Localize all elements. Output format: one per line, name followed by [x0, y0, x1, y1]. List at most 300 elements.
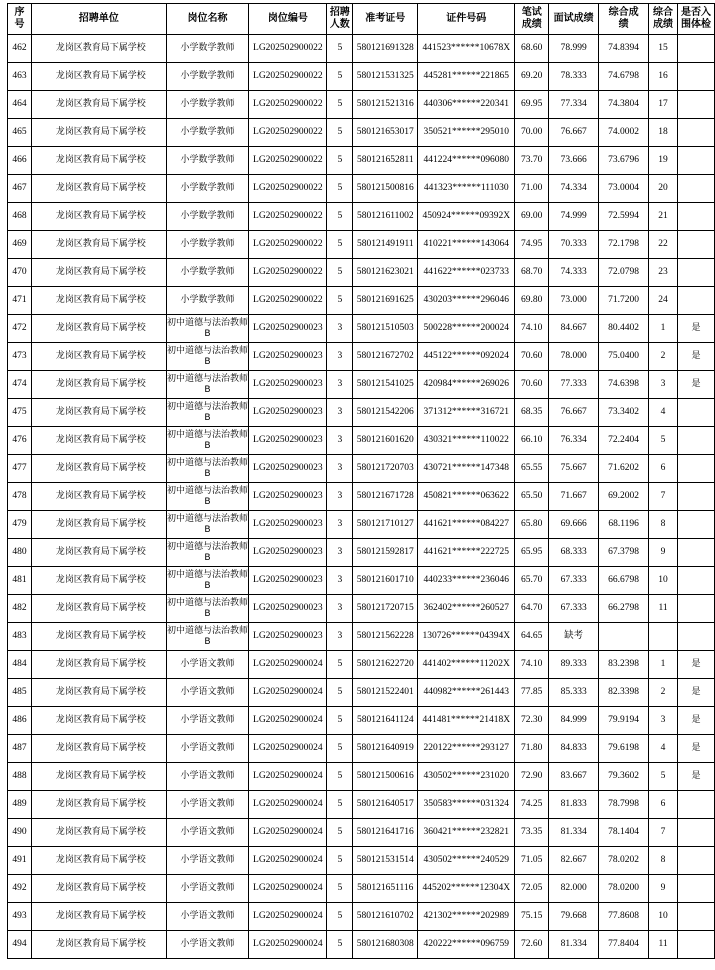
cell-total-score: 71.7200	[599, 287, 649, 315]
cell-physical-exam: 是	[677, 679, 714, 707]
cell-exam-number: 580121542206	[353, 399, 418, 427]
cell-hire-count: 3	[327, 567, 353, 595]
cell-id-number: 441622******023733	[418, 259, 515, 287]
table-row	[8, 119, 715, 147]
cell-written-score: 72.60	[515, 931, 549, 959]
cell-unit: 龙岗区教育局下属学校	[31, 315, 166, 343]
cell-position: 小学语文教师	[166, 819, 249, 847]
cell-position-code: LG202502900023	[249, 623, 327, 651]
cell-rank: 3	[649, 707, 678, 735]
header-col-physical-exam: 是否入 围体检	[677, 4, 714, 35]
cell-seq: 483	[8, 623, 32, 651]
cell-hire-count: 3	[327, 539, 353, 567]
cell-interview-score: 78.999	[549, 35, 599, 63]
cell-physical-exam: 是	[677, 343, 714, 371]
cell-rank: 7	[649, 819, 678, 847]
cell-id-number: 410221******143064	[418, 231, 515, 259]
cell-id-number: 350583******031324	[418, 791, 515, 819]
cell-rank: 16	[649, 63, 678, 91]
cell-interview-score: 81.334	[549, 931, 599, 959]
cell-position: 小学语文教师	[166, 791, 249, 819]
cell-position: 小学数学教师	[166, 119, 249, 147]
cell-id-number: 441323******111030	[418, 175, 515, 203]
cell-seq: 469	[8, 231, 32, 259]
cell-id-number: 440233******236046	[418, 567, 515, 595]
cell-physical-exam	[677, 819, 714, 847]
cell-position: 小学语文教师	[166, 735, 249, 763]
cell-seq: 479	[8, 511, 32, 539]
cell-interview-score: 83.667	[549, 763, 599, 791]
cell-id-number: 450821******063622	[418, 483, 515, 511]
cell-unit: 龙岗区教育局下属学校	[31, 343, 166, 371]
cell-position-code: LG202502900022	[249, 259, 327, 287]
cell-exam-number: 580121592817	[353, 539, 418, 567]
cell-id-number: 430502******231020	[418, 763, 515, 791]
cell-position-code: LG202502900022	[249, 63, 327, 91]
cell-written-score: 75.15	[515, 903, 549, 931]
cell-interview-score: 73.000	[549, 287, 599, 315]
cell-exam-number: 580121653017	[353, 119, 418, 147]
table-row	[8, 903, 715, 931]
cell-rank: 1	[649, 315, 678, 343]
cell-interview-score: 74.334	[549, 175, 599, 203]
cell-unit: 龙岗区教育局下属学校	[31, 819, 166, 847]
cell-hire-count: 5	[327, 791, 353, 819]
cell-physical-exam	[677, 399, 714, 427]
cell-position: 初中道德与法治教师B	[166, 511, 249, 539]
cell-hire-count: 3	[327, 511, 353, 539]
cell-interview-score: 79.668	[549, 903, 599, 931]
table-body	[8, 35, 715, 959]
cell-interview-score: 73.666	[549, 147, 599, 175]
cell-rank: 20	[649, 175, 678, 203]
cell-exam-number: 580121500816	[353, 175, 418, 203]
table-row	[8, 175, 715, 203]
cell-seq: 485	[8, 679, 32, 707]
cell-exam-number: 580121720715	[353, 595, 418, 623]
cell-written-score: 70.60	[515, 371, 549, 399]
cell-hire-count: 5	[327, 735, 353, 763]
cell-total-score: 69.2002	[599, 483, 649, 511]
cell-seq: 484	[8, 651, 32, 679]
cell-position: 初中道德与法治教师B	[166, 539, 249, 567]
cell-hire-count: 3	[327, 315, 353, 343]
cell-hire-count: 5	[327, 35, 353, 63]
cell-seq: 491	[8, 847, 32, 875]
cell-exam-number: 580121601620	[353, 427, 418, 455]
cell-rank: 5	[649, 763, 678, 791]
cell-seq: 466	[8, 147, 32, 175]
cell-unit: 龙岗区教育局下属学校	[31, 763, 166, 791]
table-row	[8, 343, 715, 371]
cell-unit: 龙岗区教育局下属学校	[31, 707, 166, 735]
table-row	[8, 763, 715, 791]
cell-position: 小学数学教师	[166, 147, 249, 175]
cell-written-score: 71.80	[515, 735, 549, 763]
cell-hire-count: 5	[327, 875, 353, 903]
cell-id-number: 430502******240529	[418, 847, 515, 875]
cell-seq: 475	[8, 399, 32, 427]
cell-position-code: LG202502900023	[249, 539, 327, 567]
cell-hire-count: 5	[327, 231, 353, 259]
cell-position: 初中道德与法治教师B	[166, 427, 249, 455]
table-row	[8, 315, 715, 343]
table-row	[8, 371, 715, 399]
cell-total-score: 72.2404	[599, 427, 649, 455]
header-col-written-score: 笔试 成绩	[515, 4, 549, 35]
cell-physical-exam	[677, 203, 714, 231]
cell-hire-count: 5	[327, 931, 353, 959]
cell-position-code: LG202502900022	[249, 203, 327, 231]
cell-position-code: LG202502900022	[249, 175, 327, 203]
cell-hire-count: 5	[327, 119, 353, 147]
cell-id-number: 440982******261443	[418, 679, 515, 707]
cell-total-score: 67.3798	[599, 539, 649, 567]
table-header	[8, 4, 715, 35]
cell-rank: 11	[649, 931, 678, 959]
cell-position: 小学数学教师	[166, 231, 249, 259]
cell-seq: 468	[8, 203, 32, 231]
cell-written-score: 69.00	[515, 203, 549, 231]
cell-physical-exam: 是	[677, 707, 714, 735]
cell-id-number: 420984******269026	[418, 371, 515, 399]
cell-position-code: LG202502900024	[249, 819, 327, 847]
header-row	[8, 4, 715, 35]
cell-written-score: 65.50	[515, 483, 549, 511]
cell-seq: 486	[8, 707, 32, 735]
cell-unit: 龙岗区教育局下属学校	[31, 231, 166, 259]
cell-exam-number: 580121720703	[353, 455, 418, 483]
cell-physical-exam	[677, 931, 714, 959]
cell-exam-number: 580121680308	[353, 931, 418, 959]
cell-unit: 龙岗区教育局下属学校	[31, 931, 166, 959]
cell-total-score: 82.3398	[599, 679, 649, 707]
table-row	[8, 483, 715, 511]
cell-seq: 476	[8, 427, 32, 455]
cell-total-score: 71.6202	[599, 455, 649, 483]
cell-seq: 474	[8, 371, 32, 399]
cell-position: 小学语文教师	[166, 875, 249, 903]
table-row	[8, 651, 715, 679]
cell-position: 小学语文教师	[166, 707, 249, 735]
cell-rank: 9	[649, 875, 678, 903]
cell-total-score: 79.9194	[599, 707, 649, 735]
cell-physical-exam	[677, 903, 714, 931]
cell-position: 小学数学教师	[166, 91, 249, 119]
header-col-position-code: 岗位编号	[249, 4, 327, 35]
cell-rank: 8	[649, 511, 678, 539]
cell-seq: 463	[8, 63, 32, 91]
cell-position: 小学数学教师	[166, 63, 249, 91]
cell-position-code: LG202502900024	[249, 707, 327, 735]
cell-rank: 5	[649, 427, 678, 455]
cell-physical-exam	[677, 875, 714, 903]
cell-hire-count: 5	[327, 259, 353, 287]
cell-id-number: 420222******096759	[418, 931, 515, 959]
table-row	[8, 427, 715, 455]
cell-exam-number: 580121562228	[353, 623, 418, 651]
cell-total-score: 83.2398	[599, 651, 649, 679]
cell-position: 小学语文教师	[166, 763, 249, 791]
cell-exam-number: 580121691625	[353, 287, 418, 315]
cell-interview-score: 75.667	[549, 455, 599, 483]
cell-physical-exam: 是	[677, 651, 714, 679]
cell-physical-exam	[677, 259, 714, 287]
cell-seq: 467	[8, 175, 32, 203]
cell-exam-number: 580121500616	[353, 763, 418, 791]
cell-total-score: 74.0002	[599, 119, 649, 147]
score-table-page	[7, 3, 715, 959]
cell-id-number: 362402******260527	[418, 595, 515, 623]
cell-id-number: 441481******21418X	[418, 707, 515, 735]
cell-total-score: 79.6198	[599, 735, 649, 763]
cell-rank: 8	[649, 847, 678, 875]
cell-interview-score: 84.999	[549, 707, 599, 735]
cell-unit: 龙岗区教育局下属学校	[31, 175, 166, 203]
cell-physical-exam	[677, 623, 714, 651]
cell-total-score: 74.8394	[599, 35, 649, 63]
score-table	[7, 3, 715, 959]
cell-exam-number: 580121641716	[353, 819, 418, 847]
cell-hire-count: 5	[327, 175, 353, 203]
cell-position: 小学语文教师	[166, 651, 249, 679]
cell-unit: 龙岗区教育局下属学校	[31, 567, 166, 595]
cell-interview-score: 74.999	[549, 203, 599, 231]
table-row	[8, 623, 715, 651]
cell-id-number: 441402******11202X	[418, 651, 515, 679]
cell-id-number: 430203******296046	[418, 287, 515, 315]
table-row	[8, 203, 715, 231]
header-col-hire-count: 招聘 人数	[327, 4, 353, 35]
cell-interview-score: 77.333	[549, 371, 599, 399]
cell-written-score: 69.95	[515, 91, 549, 119]
cell-hire-count: 5	[327, 763, 353, 791]
cell-position-code: LG202502900023	[249, 511, 327, 539]
cell-interview-score: 82.667	[549, 847, 599, 875]
cell-interview-score: 78.333	[549, 63, 599, 91]
cell-interview-score: 89.333	[549, 651, 599, 679]
cell-interview-score: 82.000	[549, 875, 599, 903]
table-row	[8, 931, 715, 959]
cell-total-score: 74.6398	[599, 371, 649, 399]
cell-written-score: 68.35	[515, 399, 549, 427]
cell-position: 初中道德与法治教师B	[166, 455, 249, 483]
cell-unit: 龙岗区教育局下属学校	[31, 399, 166, 427]
cell-written-score: 65.80	[515, 511, 549, 539]
cell-id-number: 130726******04394X	[418, 623, 515, 651]
cell-written-score: 72.05	[515, 875, 549, 903]
cell-seq: 494	[8, 931, 32, 959]
cell-physical-exam: 是	[677, 763, 714, 791]
cell-total-score: 78.0200	[599, 875, 649, 903]
cell-exam-number: 580121623021	[353, 259, 418, 287]
cell-hire-count: 3	[327, 595, 353, 623]
cell-position-code: LG202502900024	[249, 763, 327, 791]
cell-total-score: 73.3402	[599, 399, 649, 427]
cell-position-code: LG202502900023	[249, 343, 327, 371]
cell-exam-number: 580121651116	[353, 875, 418, 903]
cell-unit: 龙岗区教育局下属学校	[31, 455, 166, 483]
cell-seq: 472	[8, 315, 32, 343]
cell-position: 小学语文教师	[166, 903, 249, 931]
cell-unit: 龙岗区教育局下属学校	[31, 91, 166, 119]
cell-unit: 龙岗区教育局下属学校	[31, 35, 166, 63]
cell-position-code: LG202502900023	[249, 427, 327, 455]
cell-written-score: 74.25	[515, 791, 549, 819]
cell-rank: 2	[649, 679, 678, 707]
cell-rank: 23	[649, 259, 678, 287]
cell-written-score: 70.60	[515, 343, 549, 371]
cell-physical-exam	[677, 287, 714, 315]
cell-unit: 龙岗区教育局下属学校	[31, 623, 166, 651]
cell-id-number: 441621******084227	[418, 511, 515, 539]
cell-position: 初中道德与法治教师B	[166, 567, 249, 595]
cell-rank: 9	[649, 539, 678, 567]
cell-physical-exam	[677, 567, 714, 595]
cell-interview-score: 84.833	[549, 735, 599, 763]
cell-written-score: 74.10	[515, 315, 549, 343]
cell-unit: 龙岗区教育局下属学校	[31, 63, 166, 91]
cell-hire-count: 5	[327, 679, 353, 707]
cell-position-code: LG202502900022	[249, 35, 327, 63]
cell-position: 初中道德与法治教师B	[166, 371, 249, 399]
cell-position-code: LG202502900024	[249, 931, 327, 959]
cell-physical-exam	[677, 455, 714, 483]
cell-written-score: 71.05	[515, 847, 549, 875]
cell-interview-score: 69.666	[549, 511, 599, 539]
cell-seq: 478	[8, 483, 32, 511]
cell-position: 初中道德与法治教师B	[166, 623, 249, 651]
header-col-total-score: 综合成 绩	[599, 4, 649, 35]
cell-seq: 493	[8, 903, 32, 931]
cell-hire-count: 5	[327, 63, 353, 91]
cell-id-number: 421302******202989	[418, 903, 515, 931]
table-row	[8, 735, 715, 763]
cell-seq: 482	[8, 595, 32, 623]
cell-position: 小学数学教师	[166, 35, 249, 63]
cell-written-score: 69.80	[515, 287, 549, 315]
cell-interview-score: 81.833	[549, 791, 599, 819]
table-row	[8, 595, 715, 623]
cell-unit: 龙岗区教育局下属学校	[31, 203, 166, 231]
cell-position: 初中道德与法治教师B	[166, 315, 249, 343]
cell-rank: 24	[649, 287, 678, 315]
cell-id-number: 441224******096080	[418, 147, 515, 175]
table-row	[8, 791, 715, 819]
cell-hire-count: 3	[327, 343, 353, 371]
cell-physical-exam: 是	[677, 371, 714, 399]
cell-position-code: LG202502900023	[249, 399, 327, 427]
cell-position-code: LG202502900024	[249, 903, 327, 931]
table-row	[8, 231, 715, 259]
cell-position: 初中道德与法治教师B	[166, 483, 249, 511]
cell-unit: 龙岗区教育局下属学校	[31, 847, 166, 875]
cell-hire-count: 5	[327, 203, 353, 231]
cell-interview-score: 85.333	[549, 679, 599, 707]
table-row	[8, 455, 715, 483]
cell-position-code: LG202502900022	[249, 91, 327, 119]
cell-physical-exam	[677, 147, 714, 175]
cell-hire-count: 3	[327, 371, 353, 399]
cell-hire-count: 5	[327, 287, 353, 315]
cell-seq: 489	[8, 791, 32, 819]
cell-total-score: 66.6798	[599, 567, 649, 595]
cell-seq: 487	[8, 735, 32, 763]
cell-written-score: 73.35	[515, 819, 549, 847]
cell-position: 初中道德与法治教师B	[166, 399, 249, 427]
cell-position-code: LG202502900024	[249, 847, 327, 875]
cell-hire-count: 5	[327, 903, 353, 931]
table-row	[8, 147, 715, 175]
table-row	[8, 399, 715, 427]
cell-exam-number: 580121672702	[353, 343, 418, 371]
cell-exam-number: 580121691328	[353, 35, 418, 63]
cell-total-score: 78.7998	[599, 791, 649, 819]
cell-exam-number: 580121510503	[353, 315, 418, 343]
cell-total-score: 74.3804	[599, 91, 649, 119]
cell-interview-score: 81.334	[549, 819, 599, 847]
cell-written-score: 73.70	[515, 147, 549, 175]
cell-exam-number: 580121652811	[353, 147, 418, 175]
cell-total-score: 72.5994	[599, 203, 649, 231]
cell-written-score: 65.70	[515, 567, 549, 595]
cell-id-number: 450924******09392X	[418, 203, 515, 231]
cell-total-score: 80.4402	[599, 315, 649, 343]
cell-written-score: 74.10	[515, 651, 549, 679]
cell-exam-number: 580121622720	[353, 651, 418, 679]
cell-id-number: 430321******110022	[418, 427, 515, 455]
cell-interview-score: 76.667	[549, 399, 599, 427]
cell-interview-score: 78.000	[549, 343, 599, 371]
cell-seq: 464	[8, 91, 32, 119]
table-row	[8, 511, 715, 539]
cell-unit: 龙岗区教育局下属学校	[31, 735, 166, 763]
cell-position-code: LG202502900022	[249, 287, 327, 315]
cell-interview-score: 77.334	[549, 91, 599, 119]
cell-position: 小学语文教师	[166, 847, 249, 875]
cell-rank: 21	[649, 203, 678, 231]
cell-written-score: 64.70	[515, 595, 549, 623]
cell-position-code: LG202502900023	[249, 455, 327, 483]
cell-position: 小学数学教师	[166, 259, 249, 287]
cell-written-score: 72.30	[515, 707, 549, 735]
table-row	[8, 63, 715, 91]
cell-exam-number: 580121601710	[353, 567, 418, 595]
cell-position-code: LG202502900023	[249, 315, 327, 343]
cell-rank: 4	[649, 399, 678, 427]
cell-position: 小学数学教师	[166, 203, 249, 231]
cell-id-number: 220122******293127	[418, 735, 515, 763]
cell-total-score: 73.0004	[599, 175, 649, 203]
header-col-interview-score: 面试成绩	[549, 4, 599, 35]
header-col-position: 岗位名称	[166, 4, 249, 35]
cell-position-code: LG202502900024	[249, 679, 327, 707]
cell-unit: 龙岗区教育局下属学校	[31, 875, 166, 903]
cell-seq: 480	[8, 539, 32, 567]
cell-id-number: 445122******092024	[418, 343, 515, 371]
table-row	[8, 539, 715, 567]
cell-seq: 492	[8, 875, 32, 903]
cell-exam-number: 580121541025	[353, 371, 418, 399]
cell-exam-number: 580121491911	[353, 231, 418, 259]
cell-position: 初中道德与法治教师B	[166, 343, 249, 371]
cell-physical-exam	[677, 231, 714, 259]
cell-total-score: 79.3602	[599, 763, 649, 791]
cell-exam-number: 580121610702	[353, 903, 418, 931]
cell-position: 初中道德与法治教师B	[166, 595, 249, 623]
cell-total-score: 66.2798	[599, 595, 649, 623]
cell-exam-number: 580121671728	[353, 483, 418, 511]
